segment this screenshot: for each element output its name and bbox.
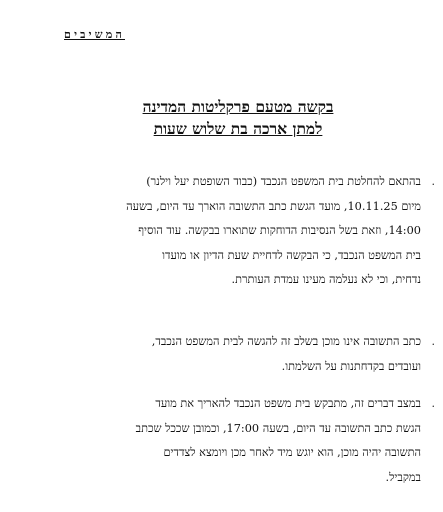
paragraph-line: במצב דברים זה, מתבקש בית משפט הנכבד להאריך את מועד [155,397,421,410]
paragraph-line: התשובה יהיה מוכן, הוא יוגש מיד לאחר מכן ויומצא לצדדים [163,446,421,459]
paragraph-1-bullet: . [431,175,435,188]
paragraph-line: במקביל. [385,470,421,484]
paragraph-line: בהתאם להחלטת בית המשפט הנכבד (כבוד השופטת יעל וילנר) [146,175,421,188]
paragraph-3-bullet: . [431,397,435,410]
respondents-label: המשיבים [64,28,125,41]
document-title [118,96,358,140]
paragraph-line: 14:00, וזאת בשל הנסיבות הדוחקות שתוארו בבקשה. עוד הוסיף [138,224,421,237]
title-line-2: למתן ארכה בת שלוש שעות [153,119,323,138]
paragraph-line: הגשת כתב התשובה עד היום, בשעה 17:00, וכמובן שככל שכתב [135,421,421,435]
paragraph-2-bullet: . [431,335,435,348]
paragraph-line: ועובדים בקדחתנות על השלמתו. [281,359,421,373]
paragraph-line: כתב התשובה אינו מוכן בשלב זה להגשה לבית המשפט הנכבד, [151,335,421,348]
paragraph-line: מיום 10.11.25, מועד הגשת כתב התשובה הוארך עד היום, בשעה [126,199,421,213]
paragraph-1 [13,170,435,293]
title-line-1: בקשה מטעם פרקליטות המדינה [142,97,334,116]
paragraph-2 [13,330,435,379]
paragraph-line: בית המשפט הנכבד, כי הבקשה לדחיית שעת הדיון או מועדו [162,248,421,262]
paragraph-3 [13,392,435,490]
paragraph-line: נדחית, וכי לא נעלמה מעינו עמדת העותרת. [231,273,421,286]
